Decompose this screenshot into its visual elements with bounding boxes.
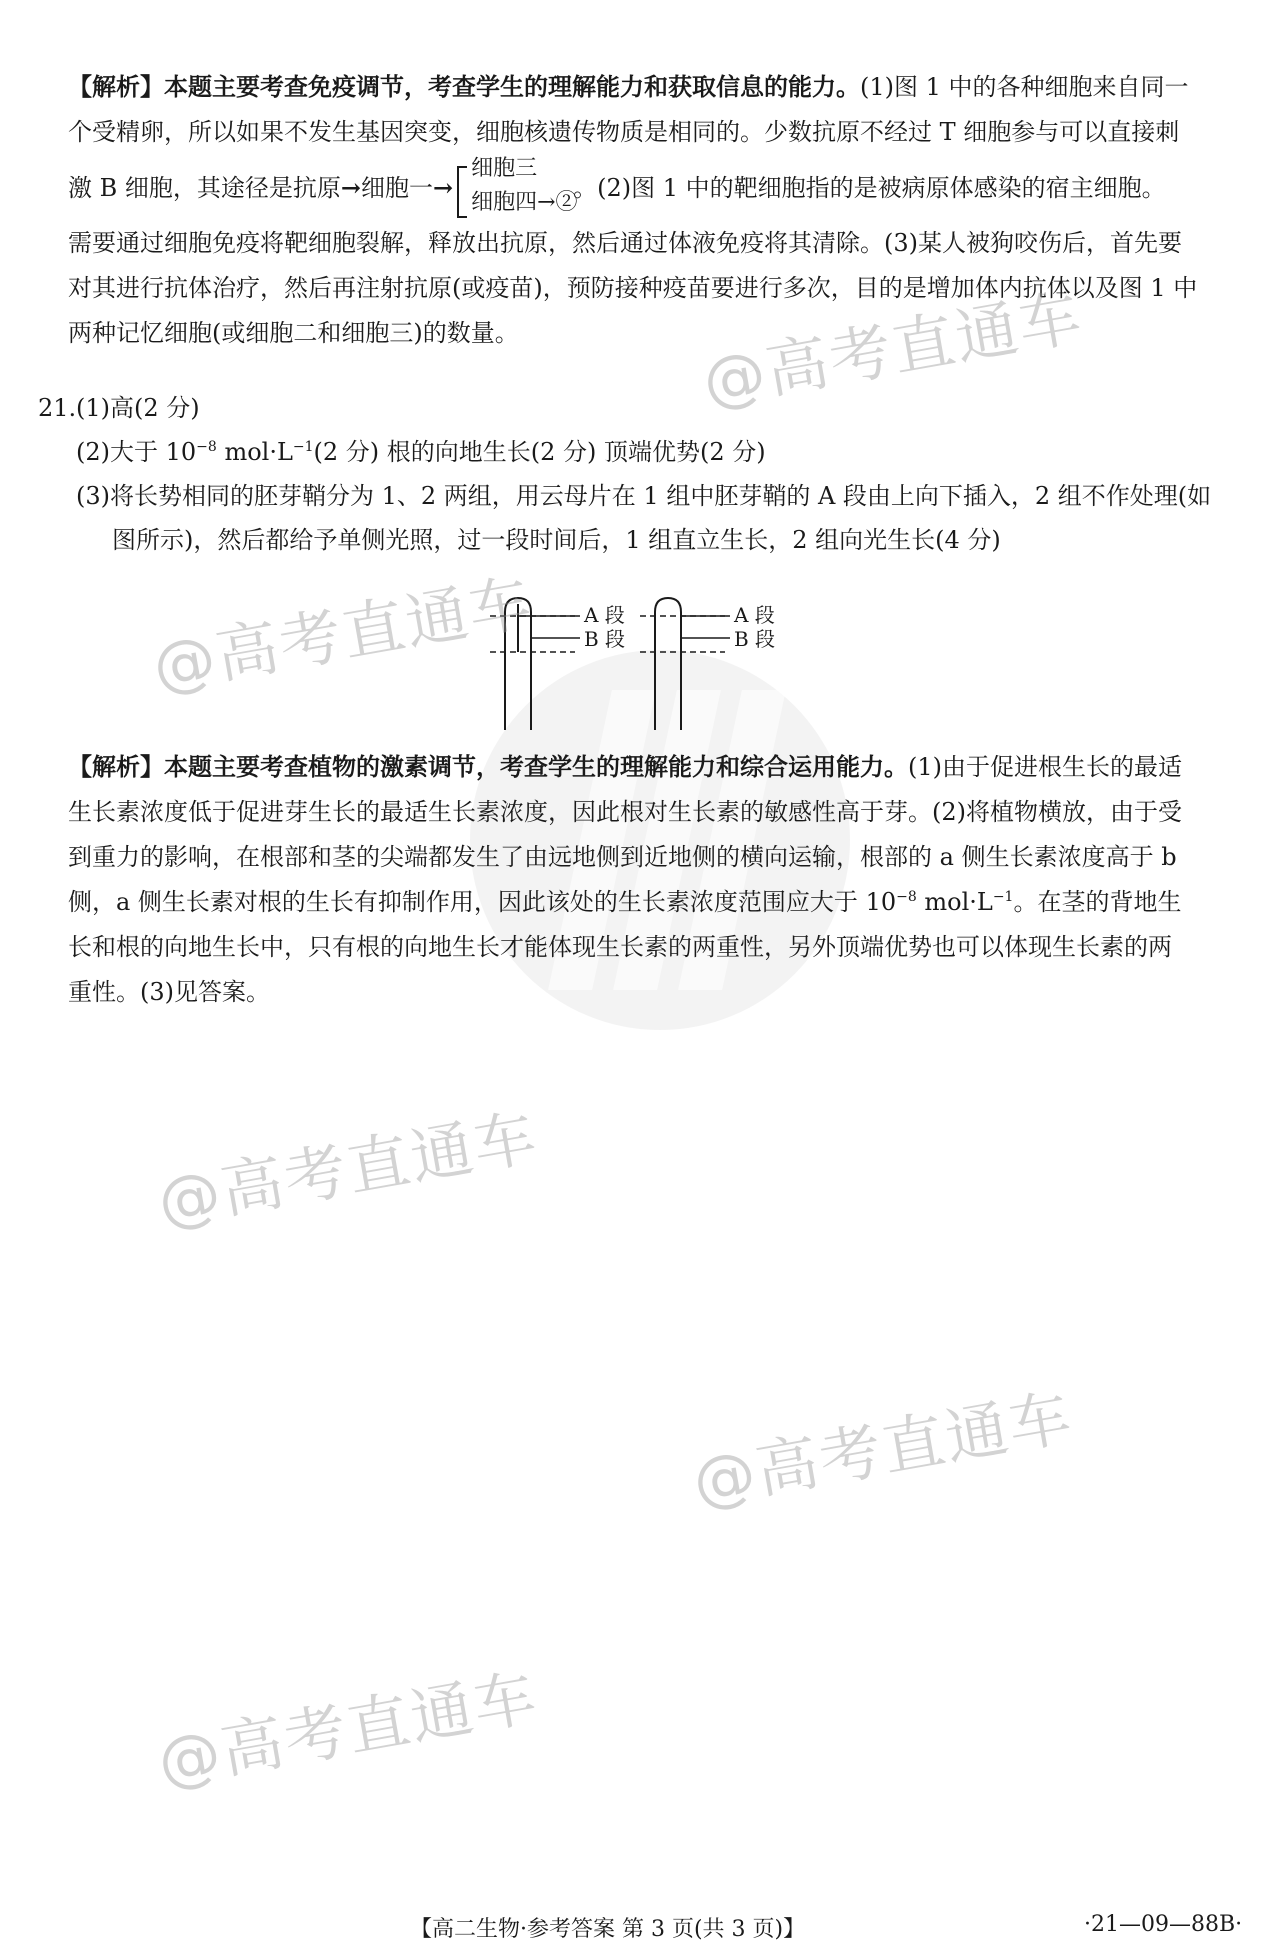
pathway-cell: 细胞一 xyxy=(361,174,434,202)
arrow-icon: → xyxy=(433,173,454,202)
footer-code: ·21—09—88B· xyxy=(1084,1912,1243,1937)
answer-2-text: (2 分) 根的向地生长(2 分) 顶端优势(2 分) xyxy=(313,438,766,466)
analysis-text: (1)由于促进根生长的最适 xyxy=(908,753,1182,781)
label-b: B 段 xyxy=(734,627,776,651)
unit: mol·L xyxy=(916,888,993,916)
answer-2-text: (2)大于 10 xyxy=(76,438,197,466)
pathway-line xyxy=(68,155,1256,221)
label-a: A 段 xyxy=(734,603,775,627)
analysis-text: 需要通过细胞免疫将靶细胞裂解，释放出抗原，然后通过体液免疫将其清除。(3)某人被狗咬伤后，首先要 xyxy=(68,229,1182,257)
watermark: @高考直通车 xyxy=(697,280,1089,419)
pathway-text: 激 B 细胞，其途径是抗原 xyxy=(68,174,341,202)
analysis-text: 个受精卵，所以如果不发生基因突变，细胞核遗传物质是相同的。少数抗原不经过 T 细胞参与可以直接刺 xyxy=(68,118,1180,146)
branch-brace xyxy=(453,155,578,220)
exponent: −8 xyxy=(196,439,217,455)
exponent: −8 xyxy=(896,889,917,905)
answer-3-line-1: (3)将长势相同的胚芽鞘分为 1、2 两组，用云母片在 1 组中胚芽鞘的 A 段由上向下插入，2 组不作处理(如 xyxy=(76,482,1212,510)
coleoptile-group-2 xyxy=(640,598,775,730)
arrow-icon: → xyxy=(340,173,362,202)
branch-top: 细胞三 xyxy=(471,155,538,181)
analysis-text: 到重力的影响，在根部和茎的尖端都发生了由远地侧到近地侧的横向运输，根部的 a 侧生长素浓度高于 b xyxy=(68,843,1177,871)
watermark: @高考直通车 xyxy=(152,1660,544,1799)
answer-3-line-2: 图所示)，然后都给予单侧光照，过一段时间后，1 组直立生长，2 组向光生长(4 分) xyxy=(112,526,1001,554)
coleoptile-diagram xyxy=(490,590,820,740)
analysis-text: 长和根的向地生长中，只有根的向地生长才能体现生长素的两重性，另外顶端优势也可以体现生长素的两 xyxy=(68,933,1172,961)
exponent: −1 xyxy=(292,439,314,455)
analysis-q21 xyxy=(68,744,1256,1015)
label-b: B 段 xyxy=(584,627,626,651)
analysis-label: 【解析】 xyxy=(68,752,164,781)
answer-2 xyxy=(76,432,766,472)
label-a: A 段 xyxy=(584,603,625,627)
bracket-icon xyxy=(457,166,467,218)
answer-1: (1)高(2 分) xyxy=(76,394,200,422)
analysis-text: (1)图 1 中的各种细胞来自同一 xyxy=(860,73,1189,101)
analysis-text-with-units xyxy=(68,880,1256,925)
watermark: @高考直通车 xyxy=(147,565,539,704)
unit: mol·L xyxy=(216,438,293,466)
analysis-text: 侧，a 侧生长素对根的生长有抑制作用，因此该处的生长素浓度范围应大于 10 xyxy=(68,888,897,916)
analysis-label: 【解析】 xyxy=(68,72,164,101)
footer-title: 【高二生物·参考答案 第 3 页(共 3 页)】 xyxy=(410,1917,806,1942)
branch-bottom: 细胞四→② xyxy=(471,189,578,215)
analysis-text: 。(2)图 1 中的靶细胞指的是被病原体感染的宿主细胞。 xyxy=(573,174,1166,202)
analysis-text: 两种记忆细胞(或细胞二和细胞三)的数量。 xyxy=(68,319,519,347)
question-number: 21. xyxy=(38,394,77,422)
analysis-text: 对其进行抗体治疗，然后再注射抗原(或疫苗)，预防接种疫苗要进行多次，目的是增加体内抗体以及图 1 中 xyxy=(68,274,1198,302)
analysis-intro: 本题主要考查免疫调节，考查学生的理解能力和获取信息的能力。 xyxy=(164,72,860,101)
watermark: @高考直通车 xyxy=(152,1100,544,1239)
analysis-text: 生长素浓度低于促进芽生长的最适生长素浓度，因此根对生长素的敏感性高于芽。(2)将植物横放，由于受 xyxy=(68,798,1182,826)
analysis-text: 。在茎的背地生 xyxy=(1013,888,1182,916)
analysis-intro: 本题主要考查植物的激素调节，考查学生的理解能力和综合运用能力。 xyxy=(164,752,908,781)
analysis-text: 重性。(3)见答案。 xyxy=(68,978,270,1006)
watermark: @高考直通车 xyxy=(687,1380,1079,1519)
exponent: −1 xyxy=(992,889,1014,905)
